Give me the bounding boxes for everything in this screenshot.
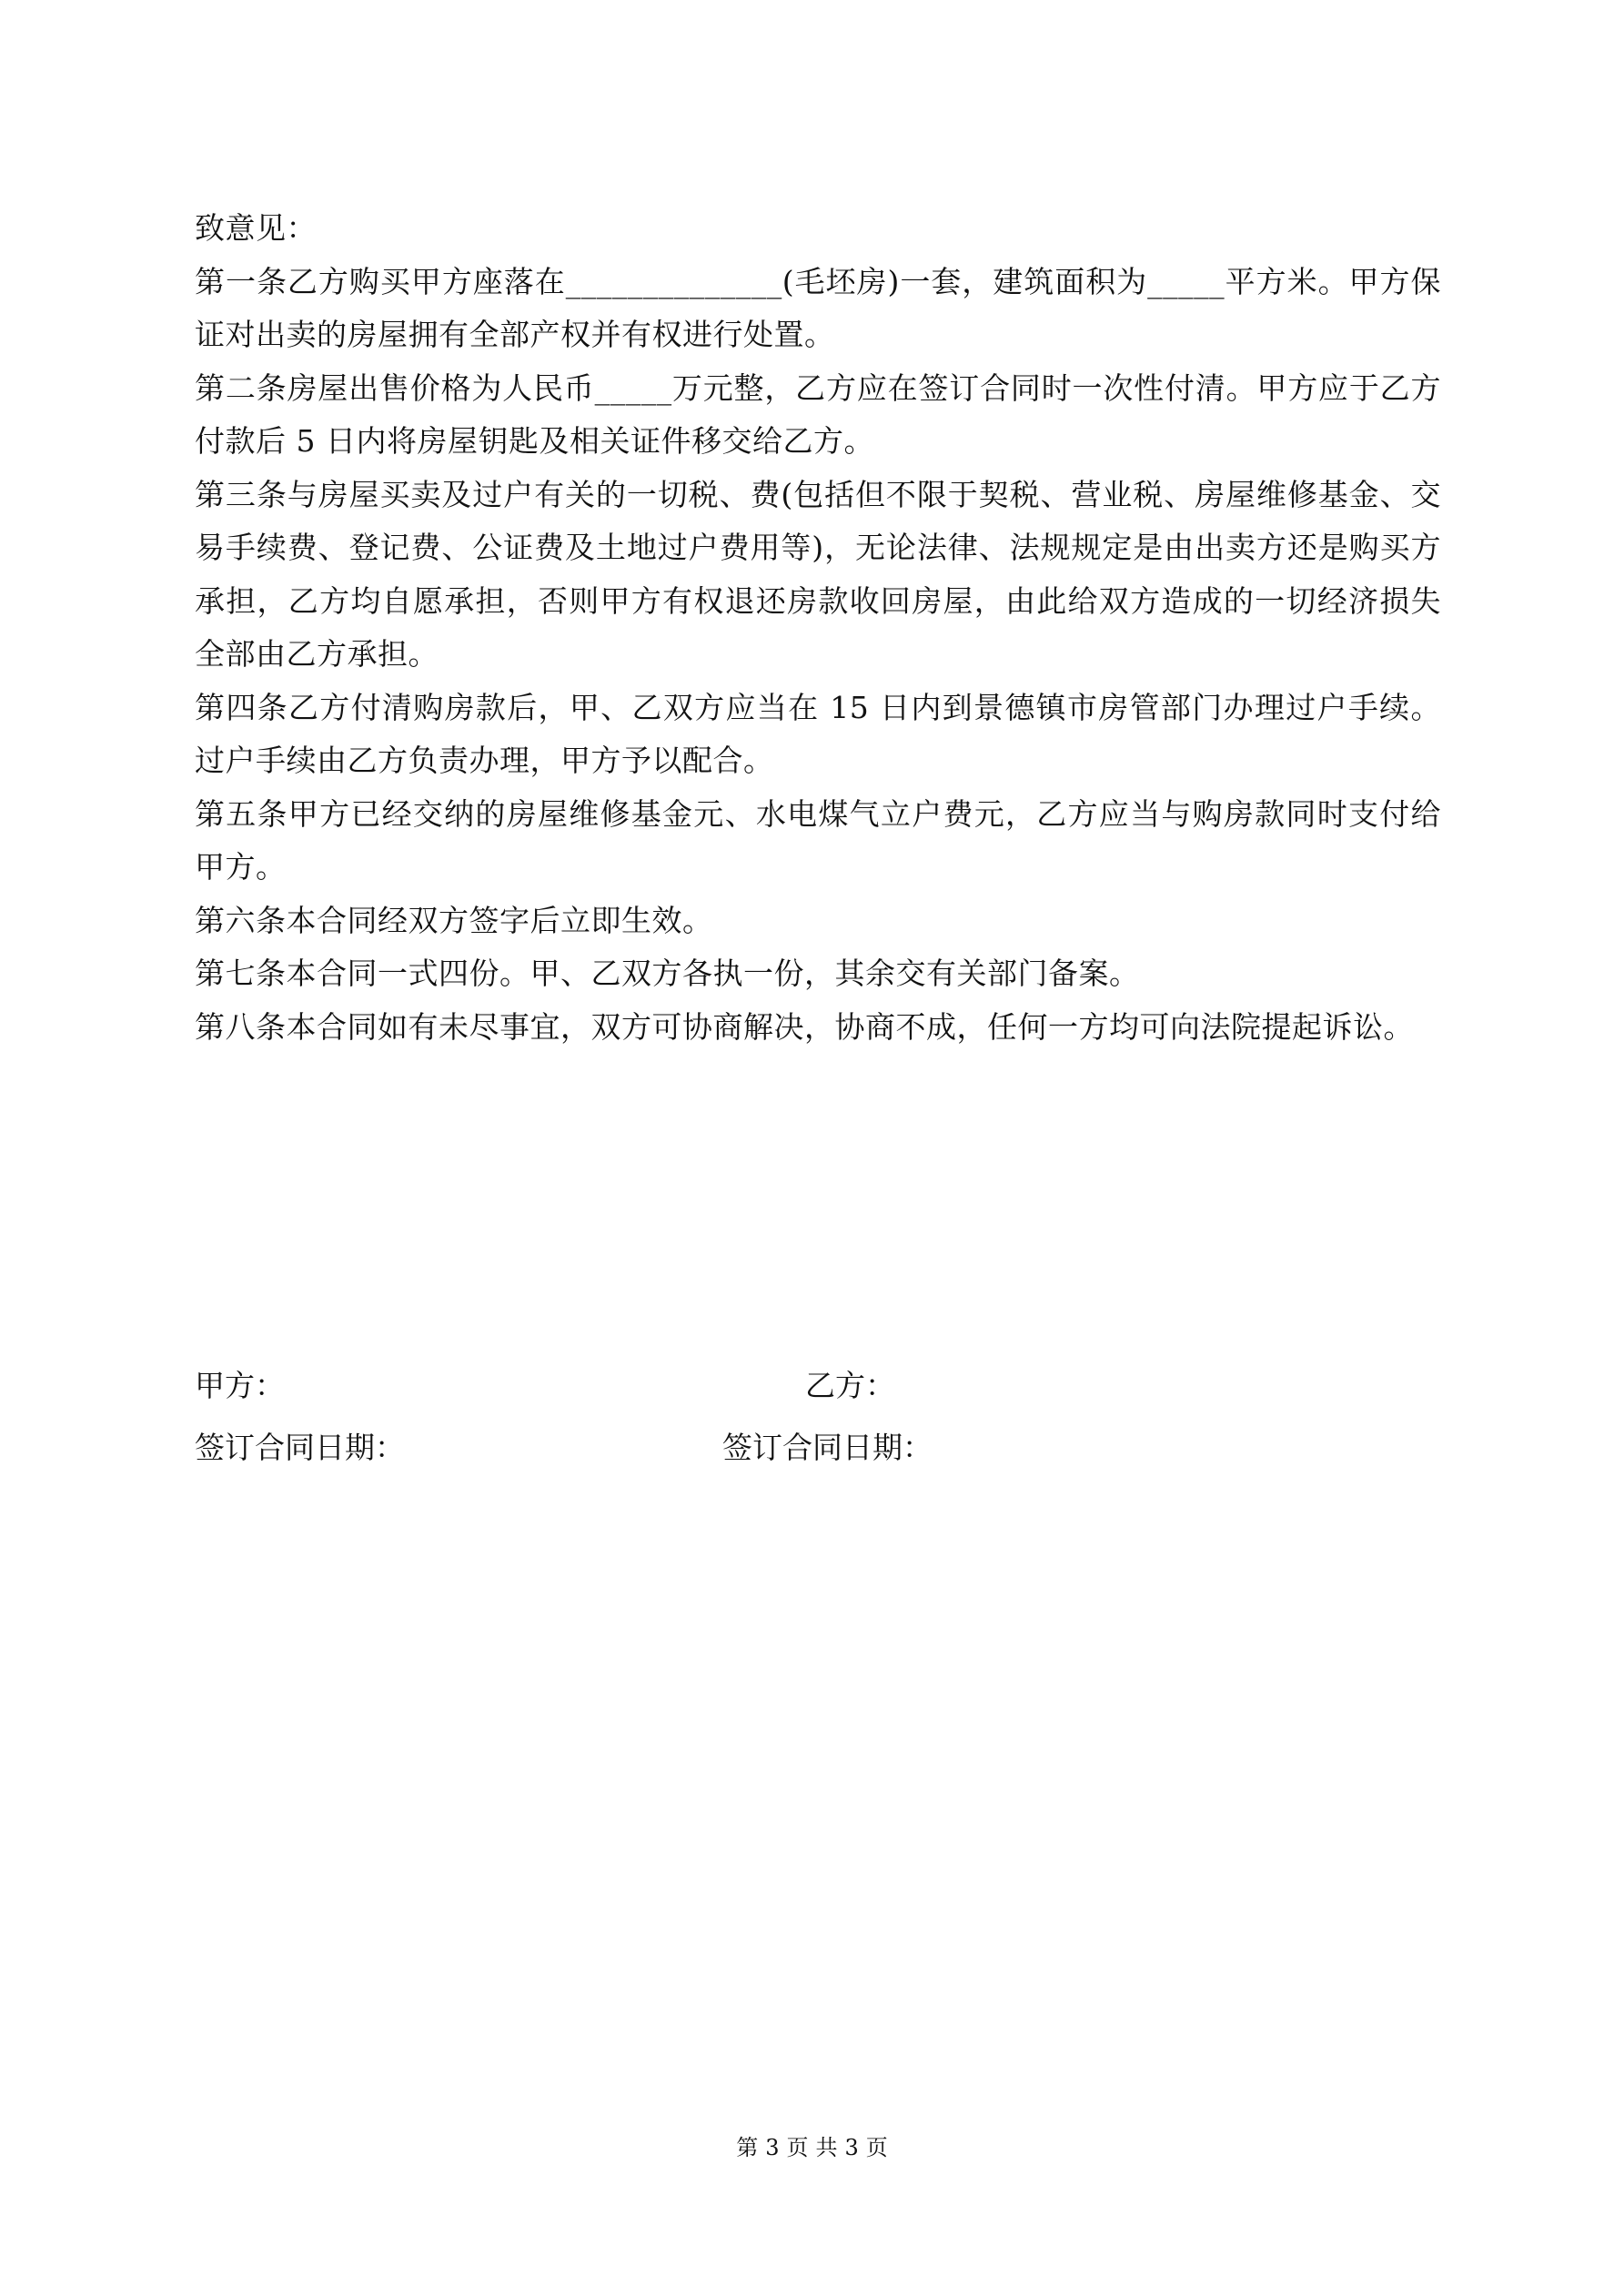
- party-b-label: 乙方：: [805, 1368, 895, 1403]
- party-b-date-label: 签订合同日期：: [722, 1430, 933, 1465]
- clause-3: 第三条与房屋买卖及过户有关的一切税、费(包括但不限于契税、营业税、房屋维修基金、交易手续费、登记费、公证费及土地过户费用等)，无论法律、法规规定是由出卖方还是购买方承担，乙方均自愿承担，否则甲方有权退还房款收回房屋，由此给双方造成的一切经济损失全部由乙方承担。: [195, 476, 1441, 672]
- footer-text: 页: [786, 2135, 809, 2160]
- page-footer: [0, 2134, 1624, 2161]
- clause-1: 第一条乙方购买甲方座落在______________(毛坯房)一套，建筑面积为_____平方米。甲方保证对出卖的房屋拥有全部产权并有权进行处置。: [195, 263, 1441, 352]
- clause-4: 第四条乙方付清购房款后，甲、乙双方应当在 15 日内到景德镇市房管部门办理过户手续。过户手续由乙方负责办理，甲方予以配合。: [195, 689, 1441, 778]
- party-a-label: 甲方：: [195, 1368, 285, 1403]
- footer-text: 页: [865, 2135, 888, 2160]
- footer-text: 第: [736, 2135, 759, 2160]
- contract-body: [195, 202, 1441, 1054]
- current-page-number: 3: [765, 2135, 780, 2160]
- clause-2: 第二条房屋出售价格为人民币_____万元整，乙方应在签订合同时一次性付清。甲方应于乙方付款后 5 日内将房屋钥匙及相关证件移交给乙方。: [195, 369, 1441, 459]
- salutation-line: 致意见：: [195, 210, 317, 246]
- footer-text: 共: [815, 2135, 838, 2160]
- party-a-date-label: 签订合同日期：: [195, 1430, 405, 1465]
- clause-8: 第八条本合同如有未尽事宜，双方可协商解决，协商不成，任何一方均可向法院提起诉讼。: [195, 1008, 1414, 1045]
- clause-7: 第七条本合同一式四份。甲、乙双方各执一份，其余交有关部门备案。: [195, 956, 1140, 991]
- total-pages-number: 3: [844, 2135, 859, 2160]
- clause-5: 第五条甲方已经交纳的房屋维修基金元、水电煤气立户费元，乙方应当与购房款同时支付给甲方。: [195, 795, 1441, 885]
- clause-6: 第六条本合同经双方签字后立即生效。: [195, 902, 713, 938]
